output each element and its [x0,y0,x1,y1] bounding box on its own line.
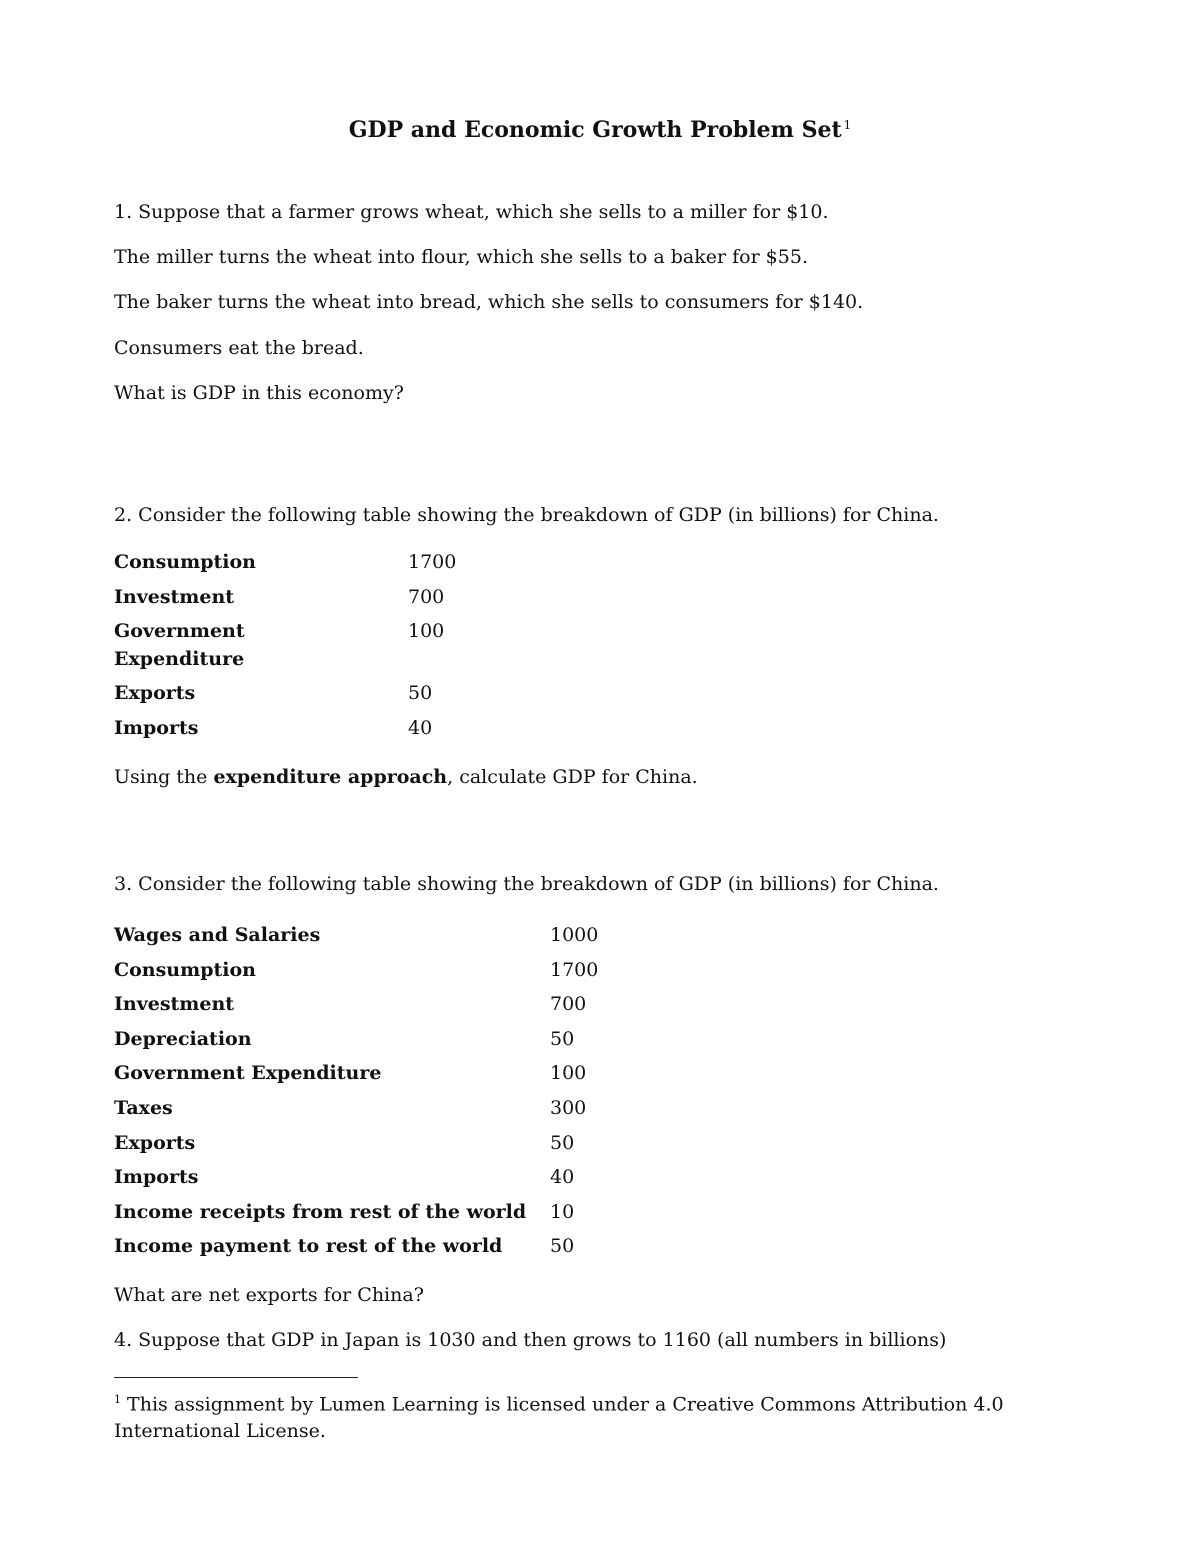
q4-intro: 4. Suppose that GDP in Japan is 1030 and then grows to 1160 (all numbers in billions) [114,1329,947,1351]
q2-row-value: 700 [408,586,445,608]
q2-row-value: 50 [408,682,433,704]
q3-intro: 3. Consider the following table showing the breakdown of GDP (in billions) for China. [114,873,939,895]
title-footnote-mark: 1 [843,117,852,132]
q2-row-value: 40 [408,717,433,739]
q2-prompt-after: , calculate GDP for China. [447,766,698,788]
q1-line4: Consumers eat the bread. [114,337,364,359]
q3-row-value: 50 [550,1235,575,1257]
q2-row-label: Investment [114,586,235,608]
footnote-separator [114,1377,358,1378]
q3-row-label: Government Expenditure [114,1062,382,1084]
q3-question: What are net exports for China? [114,1284,424,1306]
q2-row-label-cont: Expenditure [114,648,245,670]
q2-row-label: Government [114,620,245,642]
q3-row-label: Depreciation [114,1028,252,1050]
q2-row-label: Consumption [114,551,256,573]
footnote [114,1386,1074,1445]
q3-row-value: 1000 [550,924,599,946]
q2-row-label: Exports [114,682,196,704]
q3-row-value: 700 [550,993,587,1015]
q1-line2: The miller turns the wheat into flour, which she sells to a baker for $55. [114,246,808,268]
q2-row-value: 100 [408,620,445,642]
title-text: GDP and Economic Growth Problem Set [348,117,842,143]
q3-row-value: 50 [550,1132,575,1154]
q1-question: What is GDP in this economy? [114,382,404,404]
q3-row-value: 100 [550,1062,587,1084]
page-title [0,117,1200,143]
q3-row-value: 40 [550,1166,575,1188]
footnote-text: This assignment by Lumen Learning is licensed under a Creative Commons Attribution 4.0 International License. [114,1393,1004,1443]
footnote-mark: 1 [114,1393,121,1406]
q2-row-label: Imports [114,717,199,739]
q3-row-label: Exports [114,1132,196,1154]
q3-row-label: Wages and Salaries [114,924,321,946]
q3-row-label: Taxes [114,1097,173,1119]
q2-row-value: 1700 [408,551,457,573]
q3-row-value: 1700 [550,959,599,981]
q3-row-value: 300 [550,1097,587,1119]
q2-intro: 2. Consider the following table showing the breakdown of GDP (in billions) for China. [114,504,939,526]
q2-prompt [114,766,698,788]
q2-prompt-before: Using the [114,766,214,788]
q2-prompt-bold: expenditure approach [213,766,448,788]
q3-row-value: 50 [550,1028,575,1050]
q3-row-label: Income receipts from rest of the world [114,1201,527,1223]
q3-row-label: Imports [114,1166,199,1188]
q3-row-label: Investment [114,993,235,1015]
q3-row-label: Income payment to rest of the world [114,1235,503,1257]
q3-row-label: Consumption [114,959,256,981]
q1-line3: The baker turns the wheat into bread, which she sells to consumers for $140. [114,291,864,313]
q1-line1: 1. Suppose that a farmer grows wheat, which she sells to a miller for $10. [114,201,829,223]
q3-row-value: 10 [550,1201,575,1223]
